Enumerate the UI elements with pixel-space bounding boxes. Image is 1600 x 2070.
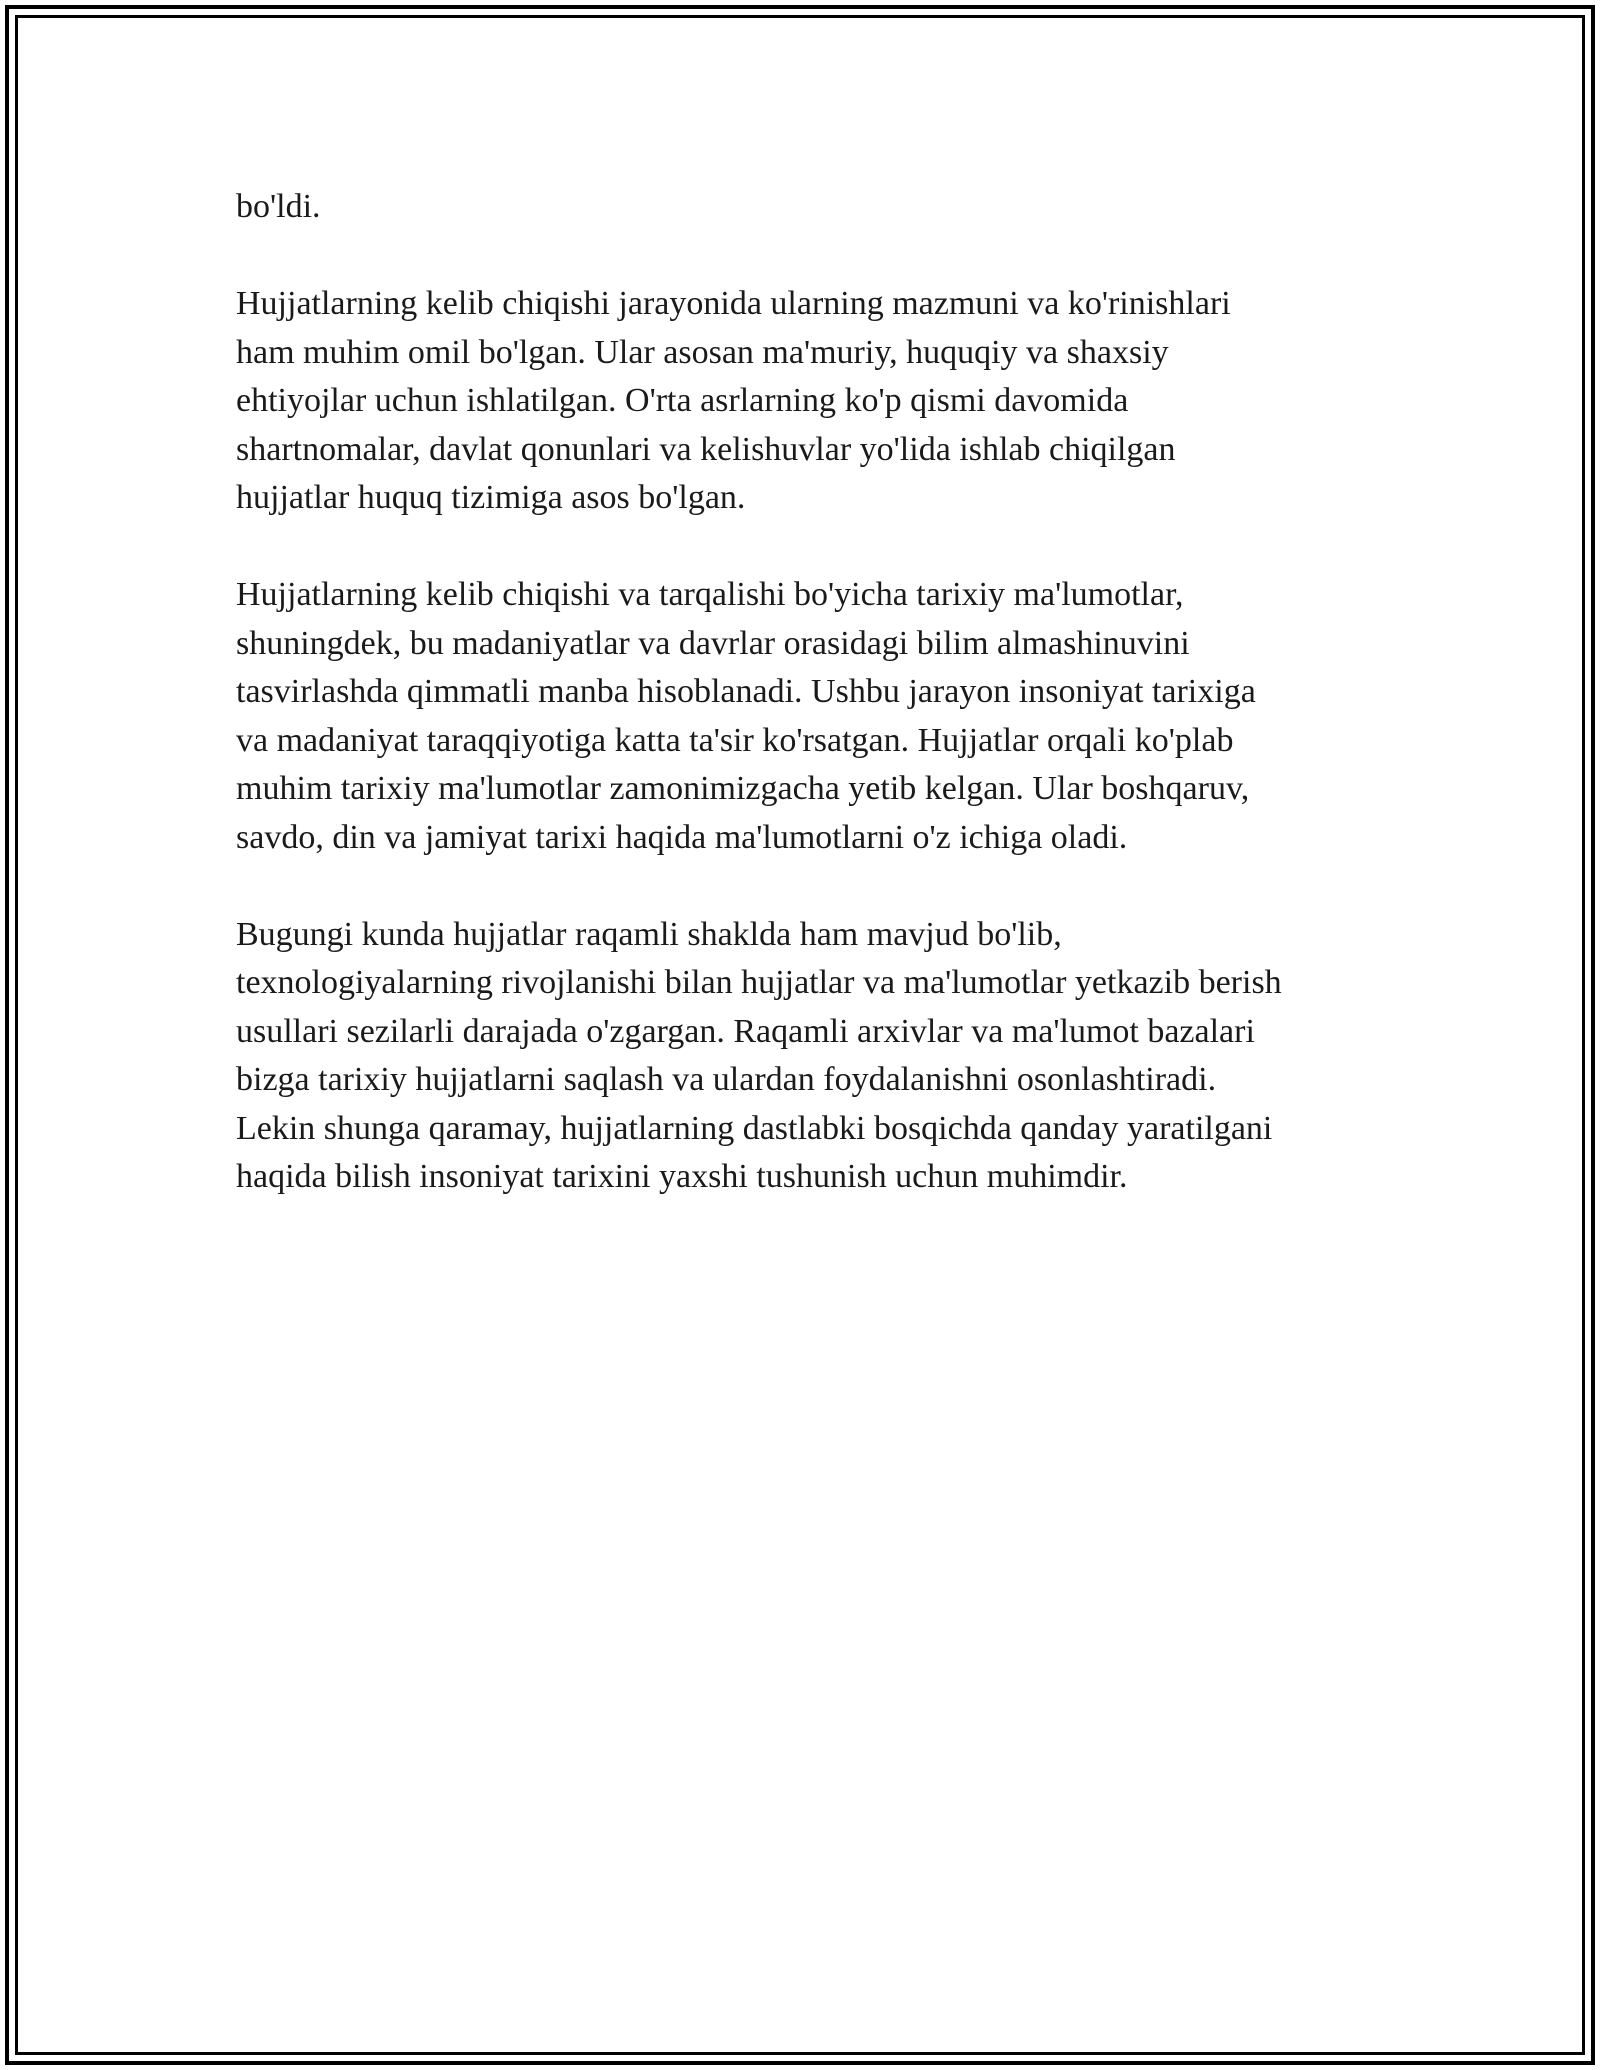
text-line: bo'ldi. <box>236 188 321 225</box>
text-line: bizga tarixiy hujjatlarni saqlash va ulardan foydalanishni osonlashtiradi. <box>236 1061 1217 1098</box>
text-line: ham muhim omil bo'lgan. Ular asosan ma'muriy, huquqiy va shaxsiy <box>236 333 1169 371</box>
text-line: shuningdek, bu madaniyatlar va davrlar orasidagi bilim almashinuvini <box>236 624 1190 662</box>
text-line: tasvirlashda qimmatli manba hisoblanadi. Ushbu jarayon insoniyat tarixiga <box>236 673 1256 710</box>
document-body <box>236 183 1376 1250</box>
text-line: va madaniyat taraqqiyotiga katta ta'sir ko'rsatgan. Hujjatlar orqali ko'plab <box>236 721 1234 759</box>
text-line: ehtiyojlar uchun ishlatilgan. O'rta asrlarning ko'p qismi davomida <box>236 382 1129 419</box>
text-line: usullari sezilarli darajada o'zgargan. Raqamli arxivlar va ma'lumot bazalari <box>236 1012 1255 1050</box>
text-line: Bugungi kunda hujjatlar raqamli shaklda ham mavjud bo'lib, <box>236 915 1062 953</box>
text-line: Hujjatlarning kelib chiqishi va tarqalishi bo'yicha tarixiy ma'lumotlar, <box>236 576 1184 613</box>
text-line: Hujjatlarning kelib chiqishi jarayonida ularning mazmuni va ko'rinishlari <box>236 285 1231 322</box>
text-line: shartnomalar, davlat qonunlari va kelishuvlar yo'lida ishlab chiqilgan <box>236 430 1176 468</box>
text-line: savdo, din va jamiyat tarixi haqida ma'lumotlarni o'z ichiga oladi. <box>236 818 1128 856</box>
paragraph-4 <box>236 911 1376 1202</box>
paragraph-3 <box>236 571 1376 862</box>
text-line: texnologiyalarning rivojlanishi bilan hujjatlar va ma'lumotlar yetkazib berish <box>236 964 1282 1001</box>
text-line: hujjatlar huquq tizimiga asos bo'lgan. <box>236 479 746 516</box>
text-line: haqida bilish insoniyat tarixini yaxshi tushunish uchun muhimdir. <box>236 1158 1128 1195</box>
text-line: Lekin shunga qaramay, hujjatlarning dastlabki bosqichda qanday yaratilgani <box>236 1109 1273 1147</box>
paragraph-1 <box>236 183 1376 232</box>
text-line: muhim tarixiy ma'lumotlar zamonimizgacha yetib kelgan. Ular boshqaruv, <box>236 770 1250 807</box>
paragraph-2 <box>236 280 1376 523</box>
